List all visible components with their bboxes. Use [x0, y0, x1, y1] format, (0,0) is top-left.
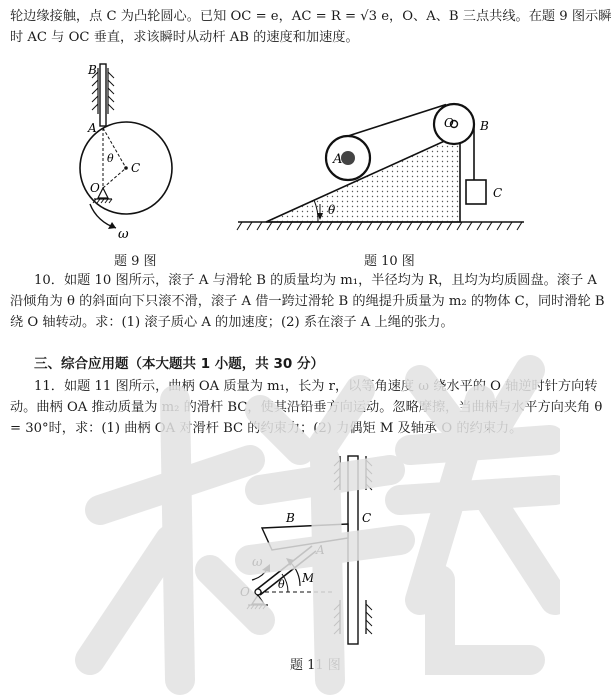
fig11-label-A: A [316, 543, 325, 557]
problem-10-line-1: 10．如题 10 图所示，滚子 A 与滑轮 B 的质量均为 m₁，半径均为 R，且均为均质圆盘。滚子 A [34, 273, 597, 288]
fig10-label-C: C [493, 186, 503, 200]
figure-11-crank-slider-diagram [232, 450, 392, 650]
figure-11-caption: 题 11 图 [290, 658, 341, 673]
fig9-label-theta: θ [107, 152, 114, 165]
problem-11-line-1: 11．如题 11 图所示，曲柄 OA 质量为 m₁，长为 r，以等角速度 ω 绕水平的 O 轴逆时针方向转 [34, 379, 598, 394]
fig9-label-omega: ω [118, 227, 129, 242]
fig10-label-O: O [444, 116, 454, 130]
problem-9-text [10, 6, 612, 48]
fig9-label-C: C [131, 161, 141, 175]
section-3-title: 三、综合应用题（本大题共 1 小题，共 30 分） [34, 356, 324, 372]
fig9-label-A: A [88, 121, 97, 135]
fig10-label-A: A [333, 152, 343, 167]
fig10-label-B: B [480, 119, 489, 133]
problem-10-line-3: 绕 O 轴转动。求：(1) 滚子质心 A 的加速度；(2) 系在滚子 A 上绳的张力。 [10, 315, 454, 330]
fig11-label-omega: ω [252, 555, 263, 570]
problem-10-line-2: 沿倾角为 θ 的斜面向下只滚不滑，滚子 A 借一跨过滑轮 B 的绳提升质量为 m₂ 的物体 C，同时滑轮 B [10, 294, 605, 309]
fig11-label-O: O [240, 585, 250, 599]
figure-9-cam-diagram [60, 58, 190, 248]
fig9-label-O: O [90, 181, 100, 195]
fig10-label-theta: θ [328, 203, 336, 217]
problem-11-line-3: = 30°时，求：(1) 曲柄 OA 对滑杆 BC 的约束力；(2) 力偶矩 M 及轴承 O 的约束力。 [10, 421, 523, 436]
figure-10-incline-diagram [236, 100, 526, 240]
problem-11-line-2: 动。曲柄 OA 推动质量为 m₂ 的滑杆 BC，使其沿铅垂方向运动。忽略摩擦，当曲柄与水平方向夹角 θ [10, 400, 603, 415]
fig11-label-C: C [362, 511, 372, 525]
fig9-label-B: B [88, 63, 97, 77]
figure-10-caption: 题 10 图 [364, 254, 415, 269]
figure-9-caption: 题 9 图 [114, 254, 157, 269]
problem-10-text [10, 270, 605, 333]
fig11-label-B: B [286, 511, 295, 525]
problem-9-line-2: 时 AC 与 OC 垂直，求该瞬时从动杆 AB 的速度和加速度。 [10, 30, 359, 45]
problem-9-line-1: 轮边缘接触，点 C 为凸轮圆心。已知 OC = e，AC = R = √3 e，O、A、B 三点共线。在题 9 图示瞬 [10, 9, 612, 24]
problem-11-text [10, 376, 603, 439]
fig11-label-theta: θ [278, 578, 285, 591]
fig11-label-M: M [302, 571, 315, 585]
